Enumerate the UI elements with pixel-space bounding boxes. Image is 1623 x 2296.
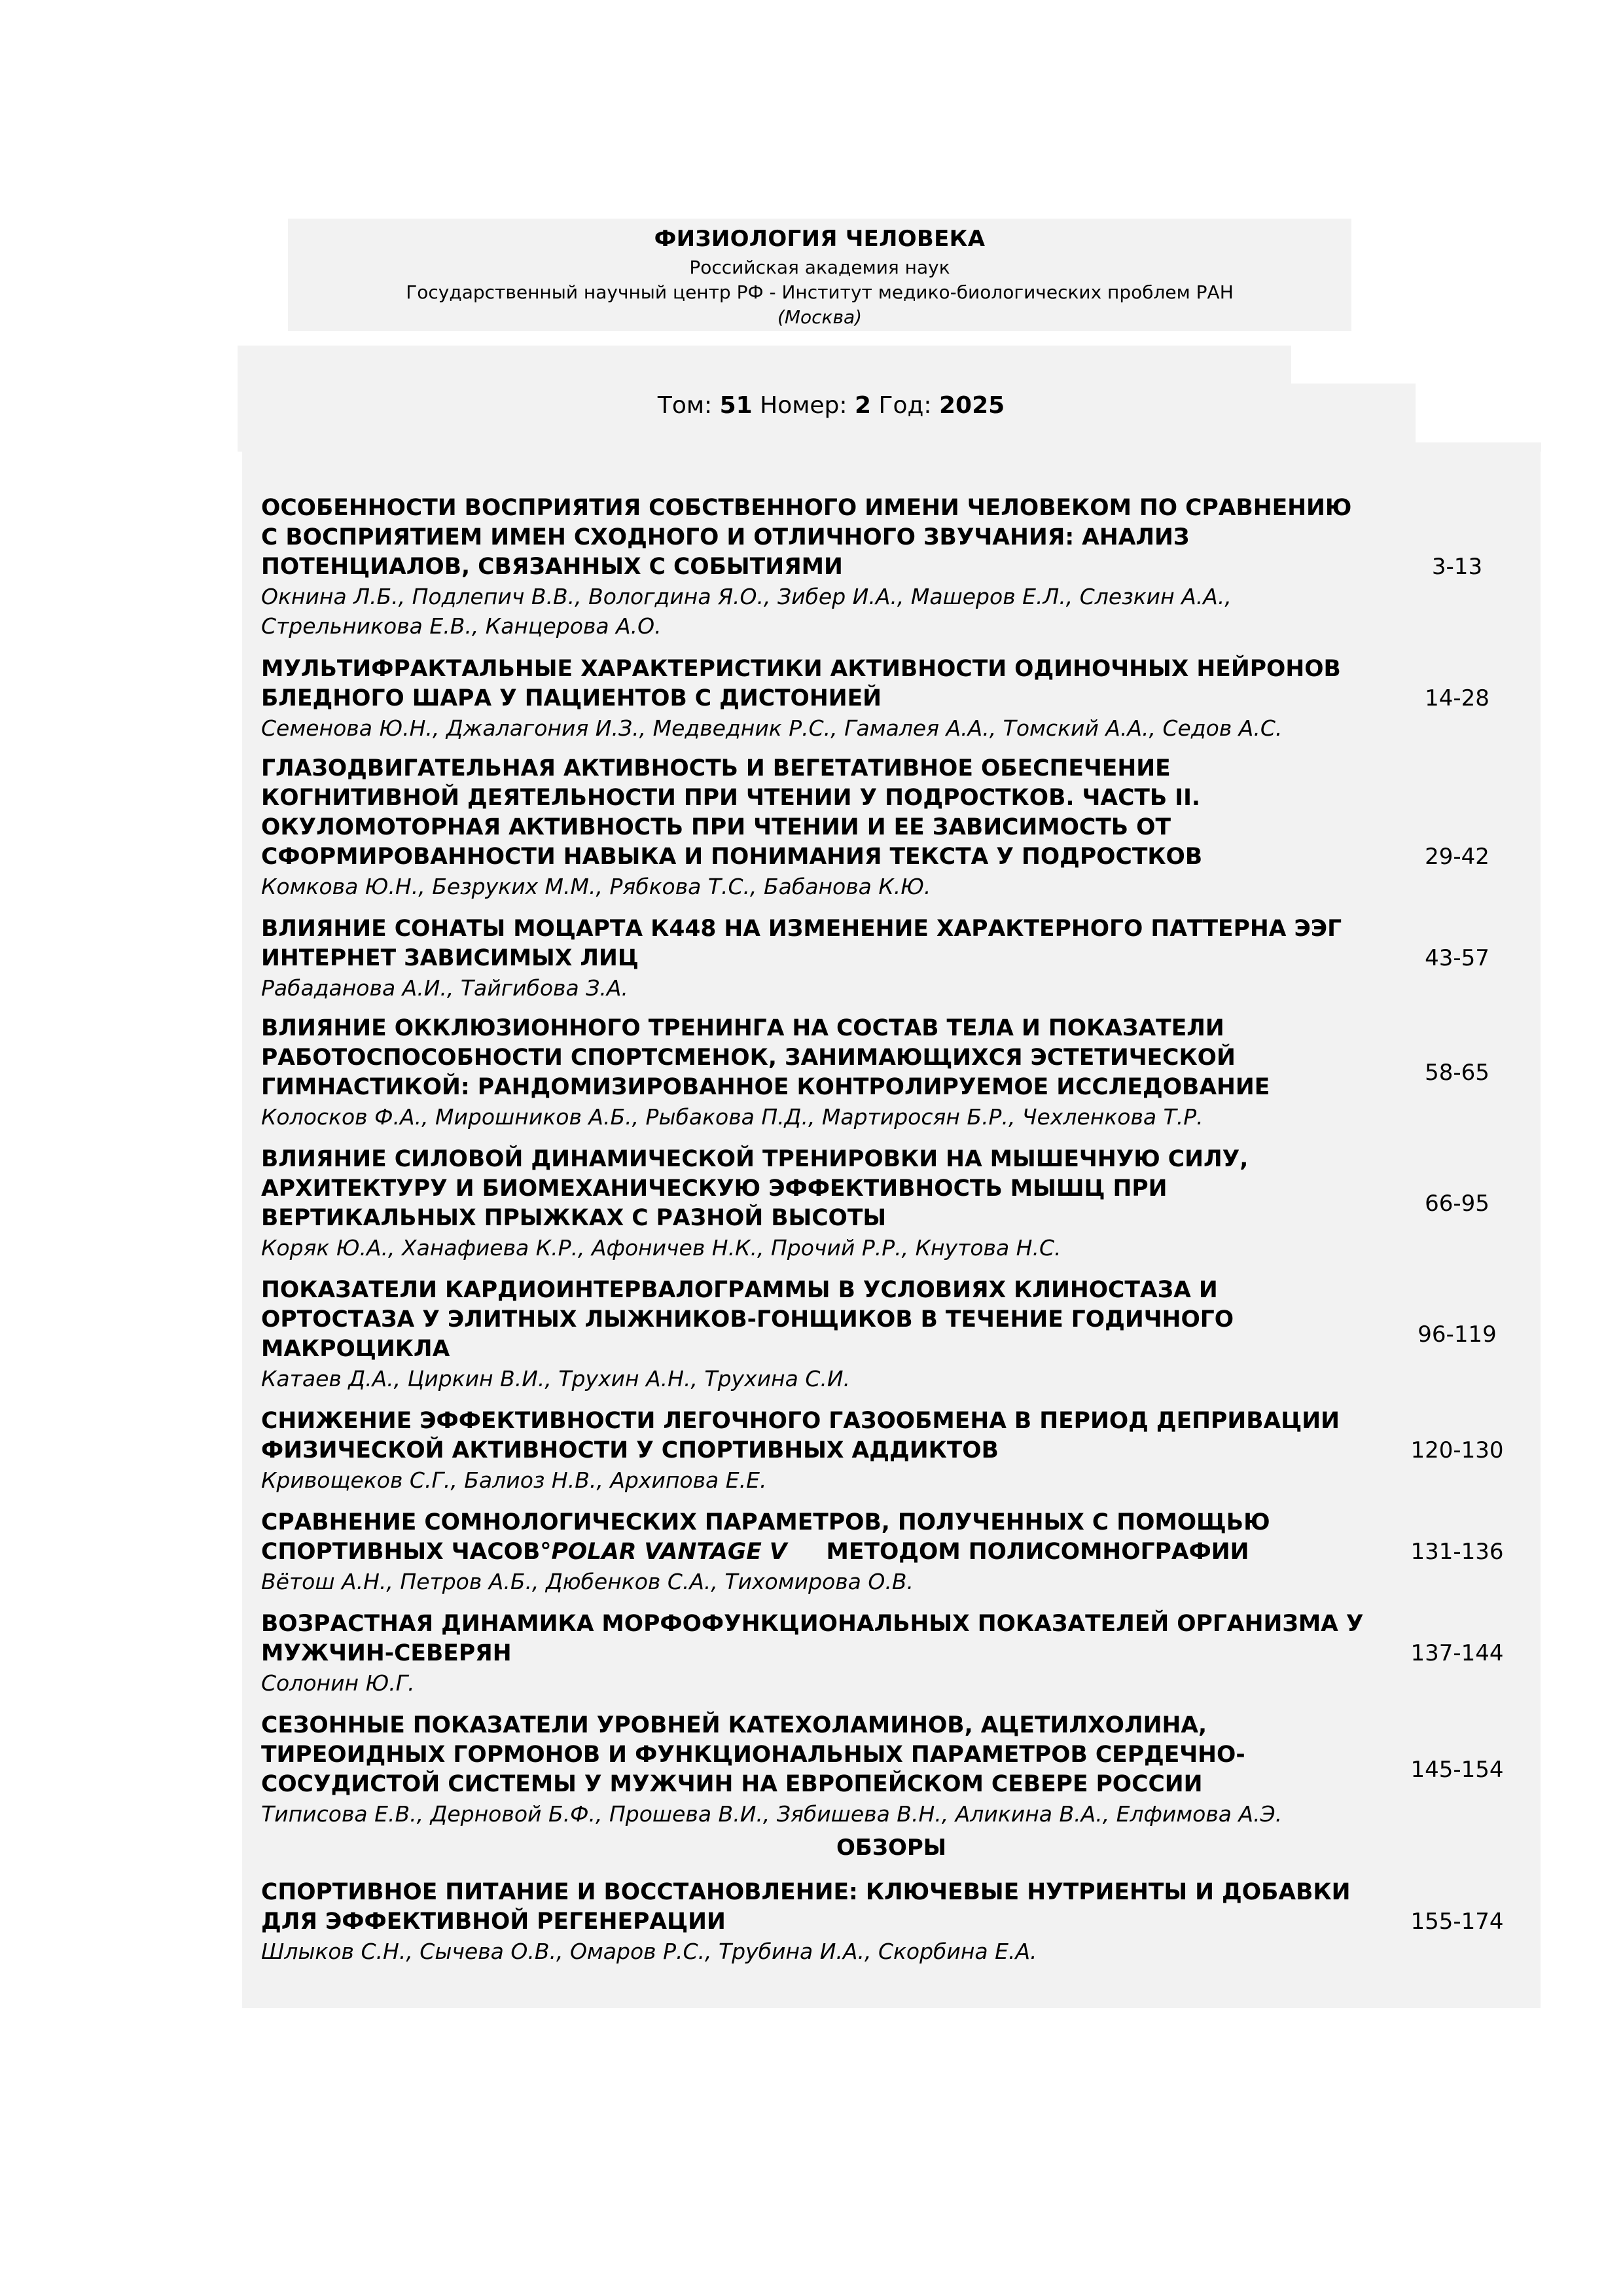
section-title-reviews: ОБЗОРЫ (836, 1835, 947, 1861)
year-label: Год: (878, 392, 932, 419)
article-title-line[interactable]: СЕЗОННЫЕ ПОКАЗАТЕЛИ УРОВНЕЙ КАТЕХОЛАМИНОВ, АЦЕТИЛХОЛИНА, (261, 1712, 1207, 1738)
article-title-line[interactable]: ВОЗРАСТНАЯ ДИНАМИКА МОРФОФУНКЦИОНАЛЬНЫХ ПОКАЗАТЕЛЕЙ ОРГАНИЗМА У (261, 1611, 1364, 1637)
article-title-line[interactable]: ДЛЯ ЭФФЕКТИВНОЙ РЕГЕНЕРАЦИИ (261, 1909, 726, 1935)
article-title-line[interactable]: МАКРОЦИКЛА (261, 1336, 450, 1362)
article-entry[interactable] (261, 1407, 1541, 1495)
journal-org-line-2: Государственный научный центр РФ - Институт медико-биологических проблем РАН (406, 281, 1234, 303)
article-title-line[interactable]: ВЛИЯНИЕ ОККЛЮЗИОННОГО ТРЕНИНГА НА СОСТАВ ТЕЛА И ПОКАЗАТЕЛИ (261, 1015, 1224, 1041)
article-authors-line: Катаев Д.А., Циркин В.И., Трухин А.Н., Трухина С.И. (261, 1366, 851, 1391)
article-title-line[interactable]: СФОРМИРОВАННОСТИ НАВЫКА И ПОНИМАНИЯ ТЕКСТА У ПОДРОСТКОВ (261, 844, 1203, 870)
article-title-line[interactable]: СНИЖЕНИЕ ЭФФЕКТИВНОСТИ ЛЕГОЧНОГО ГАЗООБМЕНА В ПЕРИОД ДЕПРИВАЦИИ (261, 1408, 1340, 1434)
article-title-line[interactable]: СПОРТИВНОЕ ПИТАНИЕ И ВОССТАНОВЛЕНИЕ: КЛЮЧЕВЫЕ НУТРИЕНТЫ И ДОБАВКИ (261, 1879, 1351, 1905)
article-title-line[interactable]: БЛЕДНОГО ШАРА У ПАЦИЕНТОВ С ДИСТОНИЕЙ (261, 685, 882, 711)
volume-label: Том: (657, 392, 713, 419)
article-title-line[interactable]: ВЛИЯНИЕ СОНАТЫ МОЦАРТА К448 НА ИЗМЕНЕНИЕ ХАРАКТЕРНОГО ПАТТЕРНА ЭЭГ (261, 916, 1342, 942)
article-title-line[interactable]: ПОКАЗАТЕЛИ КАРДИОИНТЕРВАЛОГРАММЫ В УСЛОВИЯХ КЛИНОСТАЗА И (261, 1277, 1218, 1303)
article-authors-line: Шлыков С.Н., Сычева О.В., Омаров Р.С., Трубина И.А., Скорбина Е.А. (261, 1939, 1037, 1964)
article-entry[interactable] (261, 493, 1541, 641)
year-value: 2025 (938, 392, 1005, 419)
article-title-line[interactable]: ПОТЕНЦИАЛОВ, СВЯЗАННЫХ С СОБЫТИЯМИ (261, 554, 843, 580)
article-pages: 96-119 (1418, 1321, 1497, 1348)
number-value: 2 (855, 392, 872, 419)
article-authors-line: Комкова Ю.Н., Безруких М.М., Рябкова Т.С., Бабанова К.Ю. (261, 874, 931, 899)
article-pages: 131-136 (1410, 1539, 1504, 1565)
article-title-line[interactable]: ТИРЕОИДНЫХ ГОРМОНОВ И ФУНКЦИОНАЛЬНЫХ ПАРАМЕТРОВ СЕРДЕЧНО- (261, 1742, 1245, 1768)
article-title-line[interactable]: ВЕРТИКАЛЬНЫХ ПРЫЖКАХ С РАЗНОЙ ВЫСОТЫ (261, 1205, 887, 1231)
article-title-line[interactable]: ОКУЛОМОТОРНАЯ АКТИВНОСТЬ ПРИ ЧТЕНИИ И ЕЕ ЗАВИСИМОСТЬ ОТ (261, 814, 1171, 840)
article-authors-line: Солонин Ю.Г. (261, 1670, 415, 1696)
volume-value: 51 (719, 392, 753, 419)
article-title-line[interactable]: С ВОСПРИЯТИЕМ ИМЕН СХОДНОГО И ОТЛИЧНОГО ЗВУЧАНИЯ: АНАЛИЗ (261, 524, 1190, 550)
article-entry[interactable] (261, 754, 1541, 901)
article-title-line[interactable]: СРАВНЕНИЕ СОМНОЛОГИЧЕСКИХ ПАРАМЕТРОВ, ПОЛУЧЕННЫХ С ПОМОЩЬЮ (261, 1509, 1270, 1535)
article-title-line[interactable]: МУЛЬТИФРАКТАЛЬНЫЕ ХАРАКТЕРИСТИКИ АКТИВНОСТИ ОДИНОЧНЫХ НЕЙРОНОВ (261, 656, 1341, 682)
article-title-line[interactable]: ИНТЕРНЕТ ЗАВИСИМЫХ ЛИЦ (261, 945, 639, 971)
article-entry[interactable] (261, 1276, 1541, 1393)
journal-city: (Москва) (777, 306, 863, 328)
article-pages: 14-28 (1425, 685, 1489, 711)
device-name: POLAR VANTAGE V (551, 1539, 787, 1565)
article-authors-line: Коряк Ю.А., Ханафиева К.Р., Афоничев Н.К., Прочий Р.Р., Кнутова Н.С. (261, 1235, 1061, 1261)
article-entry[interactable] (261, 1711, 1541, 1829)
article-entry[interactable] (261, 655, 1541, 743)
article-pages: 29-42 (1425, 844, 1489, 870)
number-label: Номер: (760, 392, 847, 419)
article-entry[interactable] (261, 1878, 1541, 1966)
article-title-line[interactable]: ОСОБЕННОСТИ ВОСПРИЯТИЯ СОБСТВЕННОГО ИМЕНИ ЧЕЛОВЕКОМ ПО СРАВНЕНИЮ (261, 495, 1352, 521)
article-authors-line: Колосков Ф.А., Мирошников А.Б., Рыбакова П.Д., Мартиросян Б.Р., Чехленкова Т.Р. (261, 1104, 1204, 1130)
article-pages: 120-130 (1410, 1437, 1504, 1463)
issue-info (242, 389, 1420, 422)
issue-band-a (238, 346, 1291, 385)
article-authors-line: Вётош А.Н., Петров А.Б., Дюбенков С.А., Тихомирова О.В. (261, 1569, 914, 1594)
article-title-line[interactable]: ВЛИЯНИЕ СИЛОВОЙ ДИНАМИЧЕСКОЙ ТРЕНИРОВКИ НА МЫШЕЧНУЮ СИЛУ, (261, 1146, 1249, 1172)
article-title-line[interactable]: ГИМНАСТИКОЙ: РАНДОМИЗИРОВАННОЕ КОНТРОЛИРУЕМОЕ ИССЛЕДОВАНИЕ (261, 1074, 1270, 1100)
article-pages: 58-65 (1425, 1060, 1489, 1086)
article-title-line[interactable]: АРХИТЕКТУРУ И БИОМЕХАНИЧЕСКУЮ ЭФФЕКТИВНОСТЬ МЫШЦ ПРИ (261, 1175, 1168, 1202)
article-title-line[interactable]: СОСУДИСТОЙ СИСТЕМЫ У МУЖЧИН НА ЕВРОПЕЙСКОМ СЕВЕРЕ РОССИИ (261, 1771, 1203, 1797)
article-pages: 43-57 (1425, 945, 1489, 971)
article-pages: 3-13 (1431, 554, 1483, 580)
article-pages: 137-144 (1410, 1640, 1504, 1666)
article-authors-line: Стрельникова Е.В., Канцерова А.О. (261, 613, 662, 639)
article-title-line[interactable]: ОРТОСТАЗА У ЭЛИТНЫХ ЛЫЖНИКОВ-ГОНЩИКОВ В ТЕЧЕНИЕ ГОДИЧНОГО (261, 1306, 1234, 1333)
article-title-line[interactable]: СПОРТИВНЫХ ЧАСОВ°POLAR VANTAGE V МЕТОДОМ ПОЛИСОМНОГРАФИИ (261, 1539, 1249, 1565)
article-pages: 155-174 (1410, 1909, 1504, 1935)
article-title-line[interactable]: РАБОТОСПОСОБНОСТИ СПОРТСМЕНОК, ЗАНИМАЮЩИХСЯ ЭСТЕТИЧЕСКОЙ (261, 1045, 1236, 1071)
article-entry[interactable] (261, 1609, 1541, 1698)
article-authors-line: Окнина Л.Б., Подлепич В.В., Вологдина Я.О., Зибер И.А., Машеров Е.Л., Слезкин А.А., (261, 584, 1232, 609)
article-authors-line: Типисова Е.В., Дерновой Б.Ф., Прошева В.И., Зябишева В.Н., Аликина В.А., Елфимова А.Э. (261, 1801, 1283, 1827)
article-authors-line: Рабаданова А.И., Тайгибова З.А. (261, 975, 628, 1001)
article-title-line[interactable]: ФИЗИЧЕСКОЙ АКТИВНОСТИ У СПОРТИВНЫХ АДДИКТОВ (261, 1437, 999, 1463)
article-title-line[interactable]: МУЖЧИН-СЕВЕРЯН (261, 1640, 512, 1666)
article-entry[interactable] (261, 1508, 1541, 1596)
article-authors-line: Кривощеков С.Г., Балиоз Н.В., Архипова Е.Е. (261, 1467, 767, 1493)
article-pages: 66-95 (1425, 1191, 1489, 1217)
article-title-line[interactable]: КОГНИТИВНОЙ ДЕЯТЕЛЬНОСТИ ПРИ ЧТЕНИИ У ПОДРОСТКОВ. ЧАСТЬ II. (261, 785, 1201, 811)
article-title-line[interactable]: ГЛАЗОДВИГАТЕЛЬНАЯ АКТИВНОСТЬ И ВЕГЕТАТИВНОЕ ОБЕСПЕЧЕНИЕ (261, 755, 1171, 781)
article-pages: 145-154 (1410, 1757, 1504, 1783)
article-authors-line: Семенова Ю.Н., Джалагония И.З., Медведник Р.С., Гамалея А.А., Томский А.А., Седов А.С. (261, 715, 1283, 741)
table-of-contents (242, 450, 1541, 2008)
journal-header (288, 219, 1351, 331)
article-entry[interactable] (261, 1014, 1541, 1132)
article-entry[interactable] (261, 914, 1541, 1003)
journal-title: ФИЗИОЛОГИЯ ЧЕЛОВЕКА (654, 226, 986, 252)
journal-org-line-1: Российская академия наук (689, 257, 950, 278)
article-entry[interactable] (261, 1145, 1541, 1263)
